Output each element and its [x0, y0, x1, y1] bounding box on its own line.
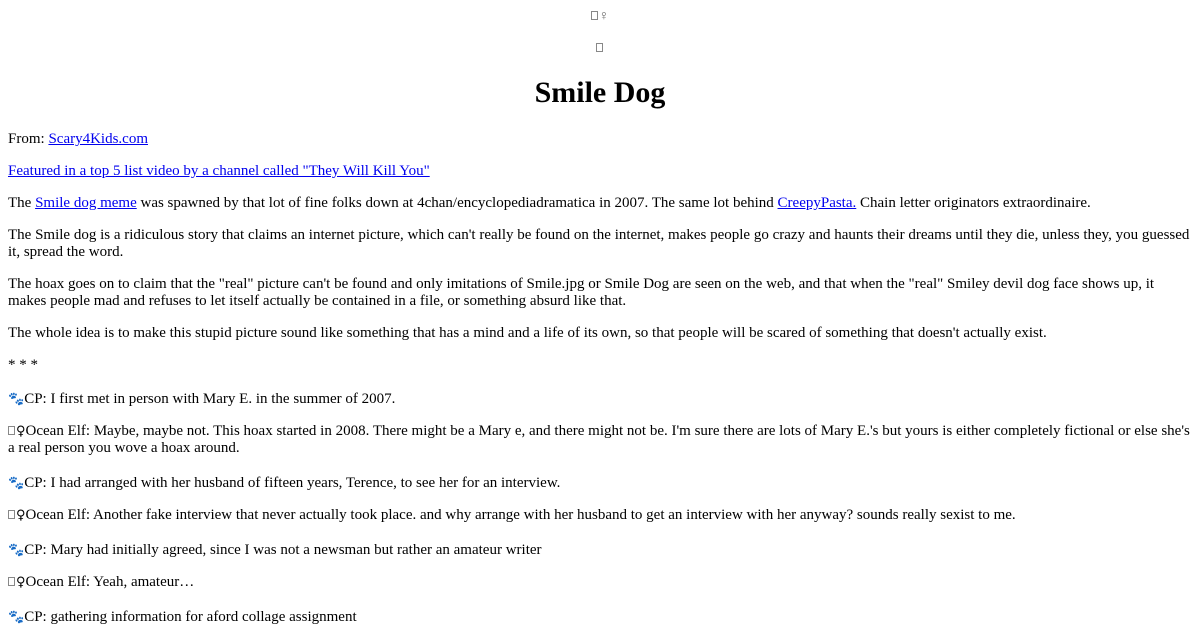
speaker-label: Ocean Elf:	[25, 507, 91, 523]
header-symbol-line	[0, 8, 1200, 25]
paw-prints-icon: 🐾	[8, 392, 25, 407]
featured-video-link[interactable]: Featured in a top 5 list video by a channel called "They Will Kill You"	[8, 163, 430, 179]
missing-glyph-icon	[596, 43, 603, 52]
speaker-label: CP:	[24, 609, 47, 625]
header-symbol-line-2	[0, 40, 1200, 57]
speaker-label: CP:	[24, 542, 47, 558]
dialogue-line	[8, 574, 1192, 591]
female-sign-icon: ♀	[16, 575, 26, 590]
featured-line	[8, 163, 1192, 180]
creepypasta-link[interactable]: CreepyPasta.	[777, 195, 857, 211]
dialogue-text: gathering information for aford collage assignment	[50, 609, 357, 625]
dialogue-line	[8, 542, 1192, 559]
dialogue-line	[8, 609, 1192, 626]
missing-glyph-icon	[8, 577, 15, 586]
missing-glyph-icon	[591, 11, 598, 20]
dialogue-text: I first met in person with Mary E. in the summer of 2007.	[50, 391, 396, 407]
section-divider: * * *	[8, 357, 38, 373]
source-link[interactable]: Scary4Kids.com	[48, 131, 149, 147]
intro-paragraph-2: The Smile dog is a ridiculous story that claims an internet picture, which can't really be found on the internet, makes people go crazy and haunts their dreams until they die, unless they, you guessed it, spread the word.	[8, 227, 1190, 260]
paw-prints-icon: 🐾	[8, 543, 25, 558]
paw-prints-icon: 🐾	[8, 610, 25, 625]
missing-glyph-icon	[8, 426, 15, 435]
dialogue-line	[8, 391, 1192, 408]
missing-glyph-icon	[8, 510, 15, 519]
dialogue-text: Maybe, maybe not. This hoax started in 2008. There might be a Mary e, and there might not be. I'm sure there are lots of Mary E.'s but yours is either completely fictional or else she's a real person you wove a hoax around.	[8, 423, 1190, 456]
source-line	[8, 131, 1192, 148]
p1-text-middle: was spawned by that lot of fine folks down at 4chan/encyclopediadramatica in 2007. The same lot behind	[140, 195, 774, 211]
paw-prints-icon: 🐾	[8, 476, 25, 491]
female-sign-icon: ♀	[16, 424, 26, 439]
speaker-label: CP:	[24, 391, 47, 407]
dialogue-text: Another fake interview that never actually took place. and why arrange with her husband to get an interview with her anyway? sounds really sexist to me.	[93, 507, 1016, 523]
dialogue-text: Mary had initially agreed, since I was not a newsman but rather an amateur writer	[50, 542, 542, 558]
smile-dog-meme-link[interactable]: Smile dog meme	[35, 195, 137, 211]
dialogue-list	[8, 391, 1192, 626]
intro-paragraph-3: The hoax goes on to claim that the "real" picture can't be found and only imitations of Smile.jpg or Smile Dog are seen on the web, and that when the "real" Smiley devil dog face shows up, it makes people mad and refuses to let itself actually be contained in a file, or something absurd like that.	[8, 276, 1155, 309]
from-label: From:	[8, 131, 45, 147]
speaker-label: CP:	[24, 475, 47, 491]
dialogue-line	[8, 507, 1192, 524]
dialogue-text: Yeah, amateur…	[93, 574, 195, 590]
intro-paragraph-4: The whole idea is to make this stupid picture sound like something that has a mind and a life of its own, so that people will be scared of something that doesn't actually exist.	[8, 325, 1047, 341]
speaker-label: Ocean Elf:	[25, 423, 91, 439]
page-title: Smile Dog	[534, 76, 666, 109]
dialogue-text: I had arranged with her husband of fifteen years, Terence, to see her for an interview.	[50, 475, 561, 491]
female-sign-icon: ♀	[598, 9, 610, 24]
p1-text-start: The	[8, 195, 32, 211]
dialogue-line	[8, 423, 1192, 457]
p1-text-end: Chain letter originators extraordinaire.	[860, 195, 1091, 211]
article-body	[8, 131, 1192, 641]
intro-paragraph-1	[8, 195, 1192, 212]
speaker-label: Ocean Elf:	[25, 574, 91, 590]
female-sign-icon: ♀	[16, 508, 26, 523]
dialogue-line	[8, 475, 1192, 492]
